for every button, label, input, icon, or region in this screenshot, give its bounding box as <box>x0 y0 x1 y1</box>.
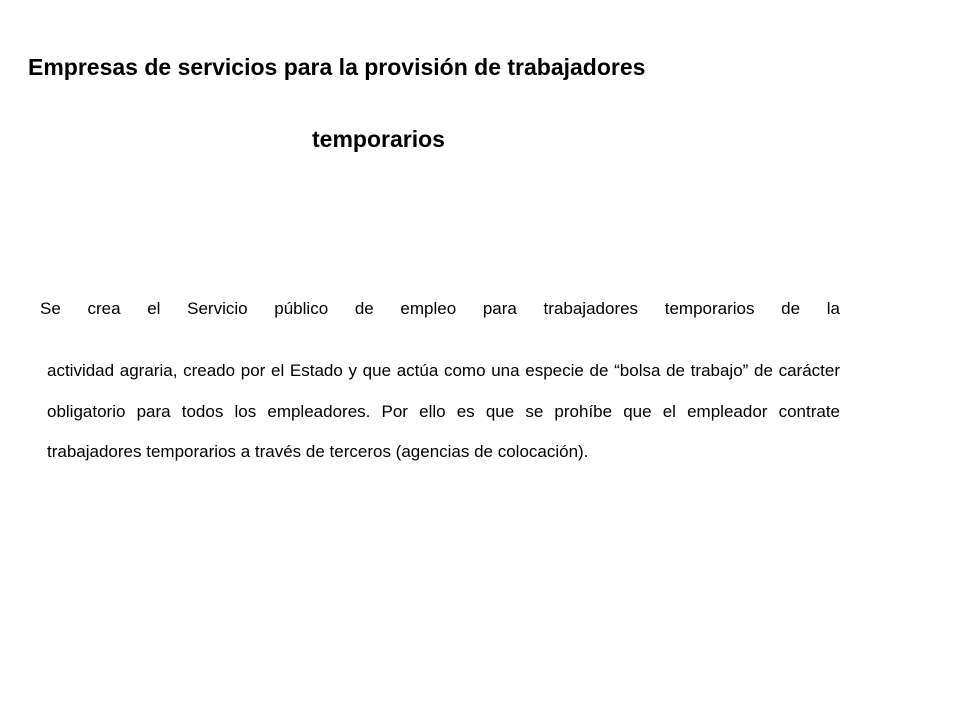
slide-title-line-1: Empresas de servicios para la provisión de trabajadores <box>28 54 646 80</box>
body-paragraph: actividad agraria, creado por el Estado y que actúa como una especie de “bolsa de trabajo” de carácter obligatorio para todos los empleadores. Por ello es que se prohíbe que el empleador contrate trabajadores temporarios a través de terceros (agencias de colocación). <box>47 361 840 461</box>
body-paragraph-first-line: Se crea el Servicio público de empleo para trabajadores temporarios de la <box>40 299 840 318</box>
slide-title-line-2: temporarios <box>312 126 445 152</box>
slide-title <box>28 54 768 80</box>
